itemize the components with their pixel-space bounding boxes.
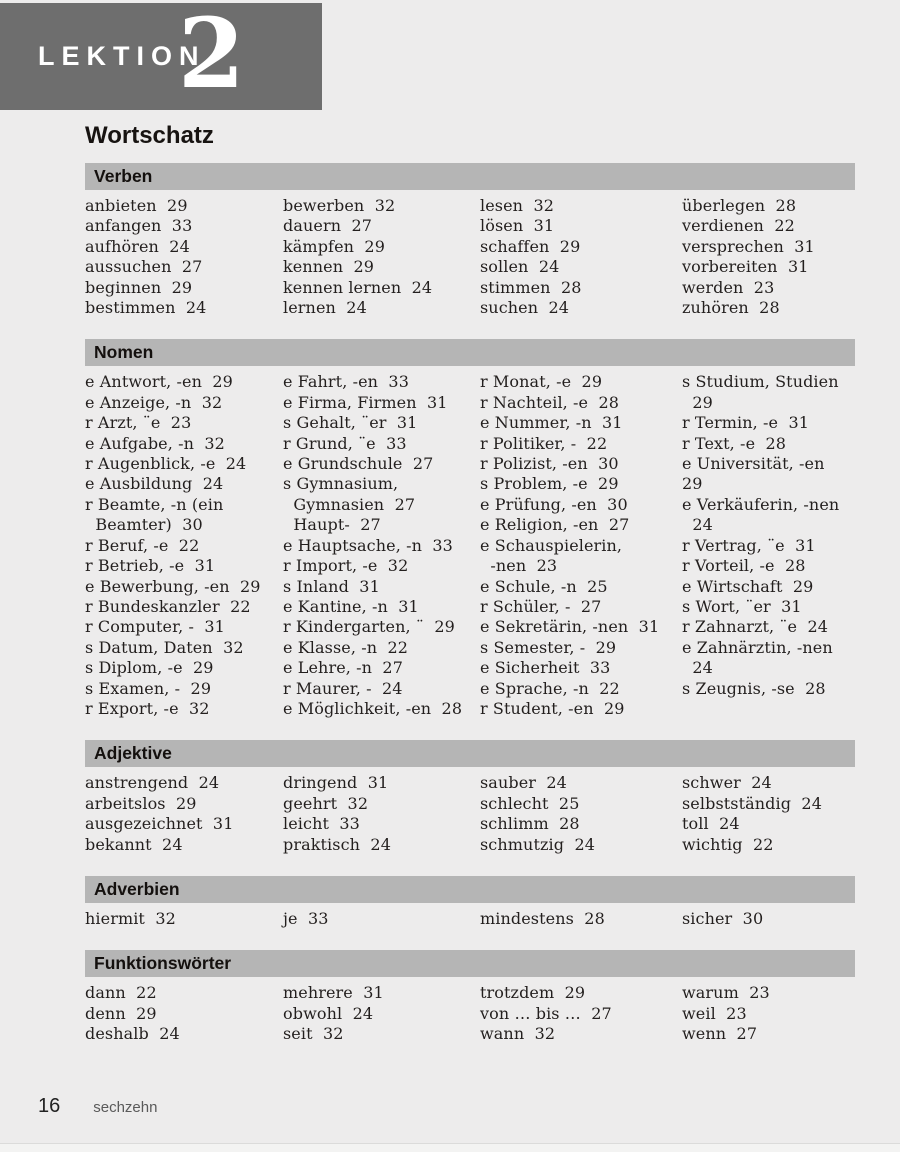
vocab-entry: kennen 29	[283, 257, 375, 277]
vocab-entry: aussuchen 27	[85, 257, 203, 277]
vocab-entry: Haupt- 27	[283, 515, 381, 535]
vocab-entry: e Religion, -en 27	[480, 515, 630, 535]
vocab-entry: sauber 24	[480, 773, 567, 793]
vocab-entry: r Schüler, - 27	[480, 596, 602, 616]
vocab-entry: e Sicherheit 33	[480, 658, 611, 678]
vocab-column	[682, 196, 855, 318]
vocab-entry: kämpfen 29	[283, 236, 385, 256]
vocab-entry: r Zahnarzt, ¨e 24	[682, 617, 829, 637]
vocab-entry: überlegen 28	[682, 196, 797, 215]
vocab-entry: seit 32	[283, 1024, 344, 1044]
vocab-entry: schwer 24	[682, 773, 772, 793]
section-header: Funktionswörter	[85, 950, 855, 977]
vocab-column	[283, 773, 480, 855]
vocab-entry: e Klasse, -n 22	[283, 637, 409, 657]
vocab-entry: anbieten 29	[85, 196, 188, 215]
lektion-number: 2	[178, 0, 245, 110]
vocab-entry: wichtig 22	[682, 834, 774, 854]
vocab-column	[480, 196, 682, 318]
vocab-entry: stimmen 28	[480, 277, 582, 297]
section-4	[85, 950, 855, 1065]
section-columns	[85, 977, 855, 1065]
vocab-entry: wann 32	[480, 1024, 556, 1044]
vocab-column	[480, 909, 682, 929]
vocab-entry: vorbereiten 31	[682, 257, 809, 277]
vocab-entry: mehrere 31	[283, 983, 384, 1003]
section-header: Nomen	[85, 339, 855, 366]
section-1	[85, 339, 855, 740]
section-header: Verben	[85, 163, 855, 190]
vocab-entry: schmutzig 24	[480, 834, 596, 854]
vocab-entry: 24	[682, 515, 713, 535]
vocab-entry: 29	[682, 392, 713, 412]
footer-page-number: 16	[38, 1095, 61, 1117]
vocab-entry: lösen 31	[480, 216, 555, 236]
vocab-column	[682, 909, 855, 929]
vocab-column	[85, 372, 283, 719]
vocab-entry: e Sekretärin, -nen 31	[480, 617, 660, 637]
vocab-entry: e Zahnärztin, -nen	[682, 637, 833, 657]
vocab-entry: selbstständig 24	[682, 793, 822, 813]
page-footer	[38, 1095, 157, 1118]
vocab-entry: geehrt 32	[283, 793, 369, 813]
vocab-entry: verdienen 22	[682, 216, 795, 236]
vocab-column	[480, 372, 682, 719]
vocab-column	[283, 983, 480, 1044]
vocab-entry: e Universität, -en 29	[682, 454, 835, 494]
vocab-column	[85, 909, 283, 929]
vocab-entry: bewerben 32	[283, 196, 396, 215]
vocab-column	[283, 909, 480, 929]
vocab-entry: r Bundeskanzler 22	[85, 596, 251, 616]
footer-page-word: sechzehn	[93, 1099, 158, 1116]
vocab-entry: trotzdem 29	[480, 983, 586, 1003]
vocab-entry: s Diplom, -e 29	[85, 658, 214, 678]
vocab-entry: r Kindergarten, ¨ 29	[283, 617, 455, 637]
bottom-edge-strip	[0, 1143, 900, 1152]
vocab-column	[85, 196, 283, 318]
vocab-column	[682, 983, 855, 1044]
vocab-entry: lernen 24	[283, 298, 367, 318]
vocab-entry: e Lehre, -n 27	[283, 658, 403, 678]
vocab-entry: s Datum, Daten 32	[85, 637, 244, 657]
vocab-entry: anstrengend 24	[85, 773, 220, 793]
vocab-entry: s Inland 31	[283, 576, 380, 596]
vocab-entry: r Maurer, - 24	[283, 678, 403, 698]
vocab-entry: r Arzt, ¨e 23	[85, 413, 192, 433]
vocab-entry: s Semester, - 29	[480, 637, 617, 657]
section-header: Adjektive	[85, 740, 855, 767]
vocab-entry: e Sprache, -n 22	[480, 678, 620, 698]
vocab-entry: e Schauspielerin,	[480, 535, 623, 555]
vocab-entry: e Firma, Firmen 31	[283, 392, 448, 412]
vocab-entry: r Monat, -e 29	[480, 372, 603, 392]
vocab-entry: zuhören 28	[682, 298, 780, 318]
vocab-entry: leicht 33	[283, 814, 360, 834]
section-header: Adverbien	[85, 876, 855, 903]
vocab-column	[85, 983, 283, 1044]
vocab-entry: r Student, -en 29	[480, 698, 625, 718]
vocab-entry: e Fahrt, -en 33	[283, 372, 409, 392]
vocab-entry: je 33	[283, 908, 329, 928]
vocab-entry: dann 22	[85, 983, 157, 1003]
vocab-entry: warum 23	[682, 983, 770, 1003]
vocab-entry: 24	[682, 658, 713, 678]
vocab-entry: s Examen, - 29	[85, 678, 212, 698]
vocab-entry: e Nummer, -n 31	[480, 413, 623, 433]
vocab-entry: suchen 24	[480, 298, 570, 318]
vocab-entry: e Kantine, -n 31	[283, 596, 419, 616]
section-columns	[85, 767, 855, 876]
vocab-entry: kennen lernen 24	[283, 277, 433, 297]
vocab-entry: r Termin, -e 31	[682, 413, 810, 433]
vocab-entry: obwohl 24	[283, 1003, 374, 1023]
vocab-entry: bestimmen 24	[85, 298, 207, 318]
lektion-banner	[0, 0, 322, 110]
vocab-entry: e Aufgabe, -n 32	[85, 433, 225, 453]
vocab-entry: s Zeugnis, -se 28	[682, 678, 826, 698]
vocab-entry: bekannt 24	[85, 834, 183, 854]
vocab-entry: dauern 27	[283, 216, 373, 236]
vocab-entry: s Studium, Studien	[682, 372, 839, 392]
vocab-entry: arbeitslos 29	[85, 793, 197, 813]
vocab-entry: e Grundschule 27	[283, 454, 434, 474]
vocab-entry: sicher 30	[682, 908, 764, 928]
section-columns	[85, 903, 855, 950]
vocab-entry: e Schule, -n 25	[480, 576, 608, 596]
vocab-entry: versprechen 31	[682, 236, 815, 256]
vocab-entry: lesen 32	[480, 196, 555, 215]
vocab-entry: r Computer, - 31	[85, 617, 225, 637]
vocab-entry: e Prüfung, -en 30	[480, 494, 628, 514]
section-3	[85, 876, 855, 950]
vocab-entry: denn 29	[85, 1003, 157, 1023]
vocab-entry: r Vorteil, -e 28	[682, 556, 806, 576]
vocab-entry: e Bewerbung, -en 29	[85, 576, 261, 596]
vocab-entry: aufhören 24	[85, 236, 190, 256]
vocab-entry: hiermit 32	[85, 908, 176, 928]
vocab-entry: ausgezeichnet 31	[85, 814, 234, 834]
vocab-entry: r Polizist, -en 30	[480, 454, 619, 474]
vocab-entry: beginnen 29	[85, 277, 193, 297]
vocab-column	[682, 773, 855, 855]
vocab-column	[480, 983, 682, 1044]
vocab-entry: s Problem, -e 29	[480, 474, 619, 494]
vocab-entry: r Augenblick, -e 24	[85, 454, 247, 474]
vocab-column	[283, 196, 480, 318]
vocab-entry: Beamter) 30	[85, 515, 203, 535]
vocab-entry: r Beamte, -n (ein	[85, 494, 224, 514]
vocab-entry: praktisch 24	[283, 834, 391, 854]
sections	[85, 163, 855, 1066]
vocab-entry: anfangen 33	[85, 216, 193, 236]
vocab-entry: -nen 23	[480, 556, 558, 576]
section-columns	[85, 366, 855, 740]
vocab-entry: r Nachteil, -e 28	[480, 392, 620, 412]
vocab-column	[480, 773, 682, 855]
vocab-entry: r Beruf, -e 22	[85, 535, 200, 555]
vocab-entry: r Vertrag, ¨e 31	[682, 535, 816, 555]
vocab-entry: s Gehalt, ¨er 31	[283, 413, 418, 433]
vocab-entry: dringend 31	[283, 773, 389, 793]
section-2	[85, 740, 855, 876]
vocab-entry: r Politiker, - 22	[480, 433, 608, 453]
vocab-entry: e Verkäuferin, -nen	[682, 494, 840, 514]
section-columns	[85, 190, 855, 339]
page-title: Wortschatz	[85, 122, 214, 149]
vocab-entry: wenn 27	[682, 1024, 758, 1044]
vocab-entry: sollen 24	[480, 257, 560, 277]
vocab-entry: mindestens 28	[480, 908, 605, 928]
vocab-entry: e Anzeige, -n 32	[85, 392, 223, 412]
vocab-entry: deshalb 24	[85, 1024, 180, 1044]
wortschatz-content	[85, 122, 855, 1066]
vocab-entry: r Betrieb, -e 31	[85, 556, 216, 576]
vocab-entry: r Grund, ¨e 33	[283, 433, 407, 453]
vocab-entry: Gymnasien 27	[283, 494, 416, 514]
vocab-entry: weil 23	[682, 1003, 747, 1023]
vocab-entry: von … bis … 27	[480, 1003, 612, 1023]
section-0	[85, 163, 855, 339]
vocab-entry: toll 24	[682, 814, 740, 834]
lektion-label: LEKTION	[38, 41, 206, 71]
vocab-entry: schlecht 25	[480, 793, 580, 813]
vocab-entry: r Import, -e 32	[283, 556, 409, 576]
vocab-entry: schaffen 29	[480, 236, 581, 256]
vocab-entry: e Antwort, -en 29	[85, 372, 233, 392]
vocab-entry: e Möglichkeit, -en 28	[283, 698, 463, 718]
vocab-entry: schlimm 28	[480, 814, 580, 834]
vocab-entry: e Hauptsache, -n 33	[283, 535, 453, 555]
vocab-entry: s Gymnasium,	[283, 474, 399, 494]
vocab-entry: r Export, -e 32	[85, 698, 210, 718]
vocab-entry: r Text, -e 28	[682, 433, 787, 453]
vocab-column	[283, 372, 480, 719]
vocab-entry: s Wort, ¨er 31	[682, 596, 802, 616]
vocab-column	[682, 372, 855, 719]
vocab-entry: e Wirtschaft 29	[682, 576, 814, 596]
vocab-entry: werden 23	[682, 277, 775, 297]
vocab-column	[85, 773, 283, 855]
vocab-entry: e Ausbildung 24	[85, 474, 224, 494]
